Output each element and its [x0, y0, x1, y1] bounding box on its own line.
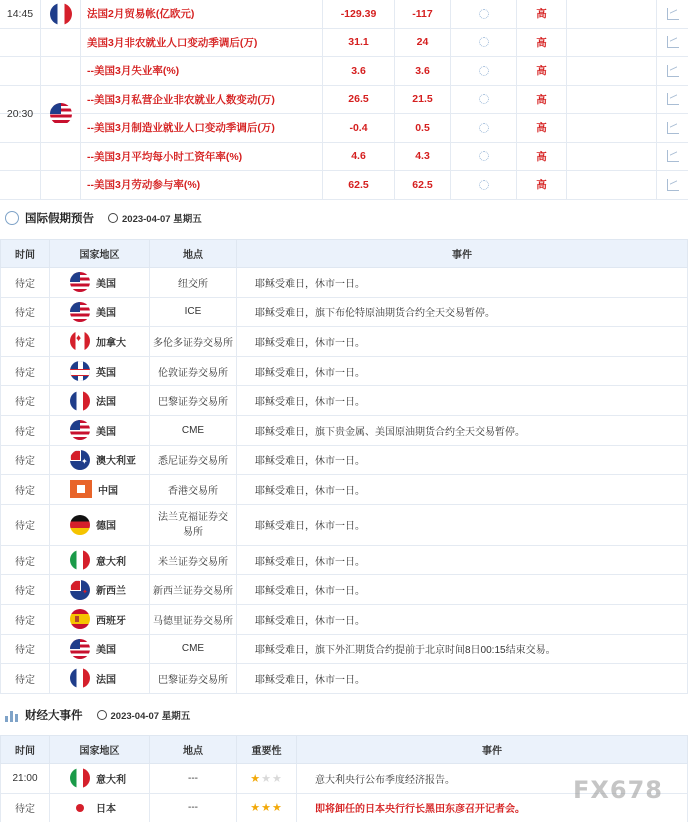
holiday-event: 耶稣受难日，休市一日。	[237, 356, 688, 386]
holiday-event: 耶稣受难日，休市一日。	[237, 327, 688, 357]
country-label	[50, 480, 149, 498]
holiday-header-time: 时间	[1, 240, 50, 268]
events-header-place: 地点	[150, 736, 237, 764]
interpretation-cell	[566, 143, 656, 171]
holiday-country	[50, 268, 150, 298]
holiday-country	[50, 386, 150, 416]
importance-label: 高	[516, 114, 566, 142]
economic-data-row	[0, 171, 688, 200]
star-rating	[250, 773, 283, 785]
holiday-row	[1, 475, 688, 505]
holiday-time: 待定	[1, 386, 50, 416]
us-flag-icon	[70, 302, 90, 322]
holiday-place: 法兰克福证券交易所	[150, 504, 237, 545]
country-name: 法国	[96, 397, 116, 409]
holiday-event: 耶稣受难日，休市一日。	[237, 475, 688, 505]
event-importance	[237, 764, 297, 794]
holiday-event: 耶稣受难日，休市一日。	[237, 268, 688, 298]
holiday-time: 待定	[1, 327, 50, 357]
holiday-section-date: 2023-04-07 星期五	[122, 214, 202, 225]
country-flag-cell	[40, 0, 80, 29]
country-name: 澳大利亚	[96, 456, 136, 468]
clock-icon	[108, 213, 118, 223]
holiday-event: 耶稣受难日，休市一日。	[237, 386, 688, 416]
country-label	[50, 768, 149, 788]
watermark-logo: FX678	[573, 776, 663, 804]
au-flag-icon	[70, 450, 90, 470]
loading-spinner-icon	[479, 9, 489, 19]
country-label	[50, 550, 149, 570]
indicator-name: --美国3月私营企业非农就业人数变动(万)	[80, 86, 320, 114]
holiday-row	[1, 545, 688, 575]
holiday-country	[50, 475, 150, 505]
holiday-section-header	[0, 204, 688, 232]
events-header-country: 国家地区	[50, 736, 150, 764]
holiday-row	[1, 575, 688, 605]
holiday-event: 耶稣受难日，休市一日。	[237, 664, 688, 694]
holiday-event: 耶稣受难日，休市一日。	[237, 445, 688, 475]
importance-label: 高	[516, 0, 566, 28]
holiday-row	[1, 356, 688, 386]
country-name: 美国	[96, 308, 116, 320]
forecast-value: 62.5	[394, 171, 450, 199]
indicator-name: --美国3月失业率(%)	[80, 57, 320, 85]
actual-pending	[450, 86, 516, 114]
country-label	[50, 391, 149, 411]
actual-pending	[450, 0, 516, 28]
country-label	[50, 798, 149, 818]
us-flag-icon	[70, 639, 90, 659]
fr-flag-icon	[50, 3, 72, 25]
holiday-event: 耶稣受难日，休市一日。	[237, 575, 688, 605]
holiday-row	[1, 327, 688, 357]
previous-value: 31.1	[322, 29, 394, 57]
country-name: 加拿大	[96, 337, 126, 349]
holiday-country	[50, 545, 150, 575]
chart-icon[interactable]	[667, 150, 679, 162]
holiday-time: 待定	[1, 575, 50, 605]
actual-pending	[450, 171, 516, 199]
economic-data-table	[0, 0, 688, 200]
country-name: 美国	[96, 645, 116, 657]
holiday-place: 新西兰证券交易所	[150, 575, 237, 605]
holiday-row	[1, 415, 688, 445]
previous-value: 62.5	[322, 171, 394, 199]
previous-value: -0.4	[322, 114, 394, 142]
forecast-value: 4.3	[394, 143, 450, 171]
country-flag-cell	[40, 29, 80, 200]
country-name: 日本	[96, 804, 116, 816]
es-flag-icon	[70, 609, 90, 629]
country-label	[50, 331, 149, 351]
holiday-place: 巴黎证券交易所	[150, 664, 237, 694]
previous-value: 26.5	[322, 86, 394, 114]
holiday-row	[1, 664, 688, 694]
cn-flag-icon	[70, 480, 92, 498]
star-icon: ★	[271, 772, 283, 785]
holiday-place: 香港交易所	[150, 475, 237, 505]
holiday-row	[1, 604, 688, 634]
event-country	[50, 764, 150, 794]
indicator-name: --美国3月平均每小时工资年率(%)	[80, 143, 320, 171]
economic-data-row	[0, 114, 688, 143]
holiday-header-event: 事件	[237, 240, 688, 268]
importance-label: 高	[516, 29, 566, 57]
us-flag-icon	[70, 272, 90, 292]
indicator-name: --美国3月劳动参与率(%)	[80, 171, 320, 199]
interpretation-cell	[566, 114, 656, 142]
event-place: ---	[150, 764, 237, 794]
forecast-value: 3.6	[394, 57, 450, 85]
chart-link[interactable]	[656, 29, 688, 57]
event-importance	[237, 793, 297, 822]
event-place: ---	[150, 793, 237, 822]
country-label	[50, 420, 149, 440]
loading-spinner-icon	[479, 151, 489, 161]
country-name: 新西兰	[96, 586, 126, 598]
chart-link[interactable]	[656, 86, 688, 114]
indicator-name: 美国3月非农就业人口变动季调后(万)	[80, 29, 320, 57]
country-label	[50, 580, 149, 600]
country-name: 意大利	[96, 774, 126, 786]
star-icon: ★	[261, 802, 272, 815]
ca-flag-icon	[70, 331, 90, 351]
economic-data-row	[0, 0, 688, 29]
forecast-value: 0.5	[394, 114, 450, 142]
de-flag-icon	[70, 515, 90, 535]
holiday-time: 待定	[1, 664, 50, 694]
country-label	[50, 639, 149, 659]
fr-flag-icon	[70, 391, 90, 411]
country-label	[50, 361, 149, 381]
event-description: 意大利央行公布季度经济报告。	[297, 764, 688, 794]
country-label	[50, 609, 149, 629]
holiday-country	[50, 604, 150, 634]
fr-flag-icon	[70, 668, 90, 688]
chart-icon[interactable]	[667, 36, 679, 48]
holiday-country	[50, 575, 150, 605]
event-time: 21:00	[1, 764, 50, 794]
country-name: 英国	[96, 367, 116, 379]
chart-link[interactable]	[656, 114, 688, 142]
holiday-place: CME	[150, 634, 237, 664]
loading-spinner-icon	[479, 37, 489, 47]
country-name: 西班牙	[96, 615, 126, 627]
country-label	[50, 515, 149, 535]
it-flag-icon	[70, 550, 90, 570]
previous-value: 4.6	[322, 143, 394, 171]
holiday-row	[1, 268, 688, 298]
holiday-country	[50, 445, 150, 475]
country-name: 中国	[98, 485, 118, 497]
previous-value: -129.39	[322, 0, 394, 28]
events-section-title: 财经大事件	[25, 710, 83, 722]
events-header-importance: 重要性	[237, 736, 297, 764]
holiday-time: 待定	[1, 634, 50, 664]
holiday-time: 待定	[1, 504, 50, 545]
economic-data-row	[0, 143, 688, 172]
holiday-row	[1, 504, 688, 545]
interpretation-cell	[566, 86, 656, 114]
forecast-value: -117	[394, 0, 450, 28]
holiday-place: 纽交所	[150, 268, 237, 298]
holiday-country	[50, 504, 150, 545]
indicator-name: 法国2月贸易帐(亿欧元)	[80, 0, 320, 28]
holiday-place: 米兰证券交易所	[150, 545, 237, 575]
holiday-event: 耶稣受难日，旗下布伦特原油期货合约全天交易暂停。	[237, 297, 688, 327]
country-name: 美国	[96, 278, 116, 290]
bars-icon	[5, 708, 19, 722]
release-time: 20:30	[6, 108, 34, 120]
holiday-table-header	[1, 240, 688, 268]
economic-data-row	[0, 29, 688, 58]
holiday-header-country: 国家地区	[50, 240, 150, 268]
holiday-place: 巴黎证券交易所	[150, 386, 237, 416]
chart-link[interactable]	[656, 171, 688, 199]
country-label	[50, 272, 149, 292]
holiday-event: 耶稣受难日，休市一日。	[237, 545, 688, 575]
holiday-country	[50, 415, 150, 445]
country-name: 意大利	[96, 556, 126, 568]
holiday-row	[1, 386, 688, 416]
holiday-row	[1, 297, 688, 327]
chart-icon[interactable]	[667, 122, 679, 134]
globe-icon	[5, 211, 19, 225]
holiday-row	[1, 634, 688, 664]
holiday-place: 多伦多证券交易所	[150, 327, 237, 357]
events-section-date: 2023-04-07 星期五	[110, 711, 191, 722]
event-time: 待定	[1, 793, 50, 822]
actual-pending	[450, 29, 516, 57]
forecast-value: 24	[394, 29, 450, 57]
holiday-row	[1, 445, 688, 475]
holiday-time: 待定	[1, 356, 50, 386]
events-section-header	[0, 701, 688, 729]
country-name: 美国	[96, 426, 116, 438]
holiday-header-place: 地点	[150, 240, 237, 268]
uk-flag-icon	[70, 361, 90, 381]
holiday-country	[50, 664, 150, 694]
country-name: 法国	[96, 674, 116, 686]
importance-label: 高	[516, 143, 566, 171]
star-rating	[250, 802, 283, 814]
loading-spinner-icon	[479, 180, 489, 190]
holiday-place: 马德里证券交易所	[150, 604, 237, 634]
forecast-value: 21.5	[394, 86, 450, 114]
interpretation-cell	[566, 29, 656, 57]
jp-flag-icon	[70, 798, 90, 818]
us-flag-icon	[50, 103, 72, 125]
economic-data-row	[0, 86, 688, 115]
star-icon: ★	[250, 772, 262, 785]
holiday-country	[50, 297, 150, 327]
importance-label: 高	[516, 171, 566, 199]
interpretation-cell	[566, 171, 656, 199]
events-table-header	[1, 736, 688, 764]
it-flag-icon	[70, 768, 90, 788]
interpretation-cell	[566, 0, 656, 28]
release-time: 14:45	[6, 8, 34, 21]
country-label	[50, 668, 149, 688]
holiday-time: 待定	[1, 475, 50, 505]
events-header-event: 事件	[297, 736, 688, 764]
holiday-event: 耶稣受难日，休市一日。	[237, 604, 688, 634]
holiday-time: 待定	[1, 445, 50, 475]
us-flag-icon	[70, 420, 90, 440]
loading-spinner-icon	[479, 123, 489, 133]
importance-label: 高	[516, 57, 566, 85]
event-country	[50, 793, 150, 822]
chart-icon[interactable]	[667, 179, 679, 191]
holiday-time: 待定	[1, 415, 50, 445]
event-description: 即将卸任的日本央行行长黑田东彦召开记者会。	[297, 793, 688, 822]
indicator-name: --美国3月制造业就业人口变动季调后(万)	[80, 114, 320, 142]
holiday-country	[50, 356, 150, 386]
chart-icon[interactable]	[667, 8, 679, 20]
events-header-time: 时间	[1, 736, 50, 764]
actual-pending	[450, 114, 516, 142]
star-icon: ★	[261, 772, 272, 785]
clock-icon	[97, 710, 107, 720]
interpretation-cell	[566, 57, 656, 85]
chart-icon[interactable]	[667, 93, 679, 105]
actual-pending	[450, 57, 516, 85]
country-name: 德国	[96, 521, 116, 533]
holiday-section-title: 国际假期预告	[25, 213, 94, 225]
holiday-country	[50, 634, 150, 664]
holiday-time: 待定	[1, 297, 50, 327]
holiday-event: 耶稣受难日，旗下贵金属、美国原油期货合约全天交易暂停。	[237, 415, 688, 445]
holiday-place: ICE	[150, 297, 237, 327]
chart-link[interactable]	[656, 0, 688, 28]
holiday-time: 待定	[1, 604, 50, 634]
country-label	[50, 450, 149, 470]
holiday-event: 耶稣受难日，休市一日。	[237, 504, 688, 545]
holiday-time: 待定	[1, 268, 50, 298]
holiday-event: 耶稣受难日，旗下外汇期货合约提前于北京时间8日00:15结束交易。	[237, 634, 688, 664]
holiday-country	[50, 327, 150, 357]
chart-icon[interactable]	[667, 65, 679, 77]
country-label	[50, 302, 149, 322]
holiday-place: CME	[150, 415, 237, 445]
holiday-place: 悉尼证券交易所	[150, 445, 237, 475]
chart-link[interactable]	[656, 143, 688, 171]
holiday-time: 待定	[1, 545, 50, 575]
holiday-place: 伦敦证券交易所	[150, 356, 237, 386]
nz-flag-icon	[70, 580, 90, 600]
economic-data-row	[0, 57, 688, 86]
loading-spinner-icon	[479, 66, 489, 76]
loading-spinner-icon	[479, 94, 489, 104]
previous-value: 3.6	[322, 57, 394, 85]
importance-label: 高	[516, 86, 566, 114]
star-icon: ★	[271, 802, 283, 815]
actual-pending	[450, 143, 516, 171]
star-icon: ★	[250, 802, 262, 815]
chart-link[interactable]	[656, 57, 688, 85]
holiday-table	[0, 239, 688, 694]
